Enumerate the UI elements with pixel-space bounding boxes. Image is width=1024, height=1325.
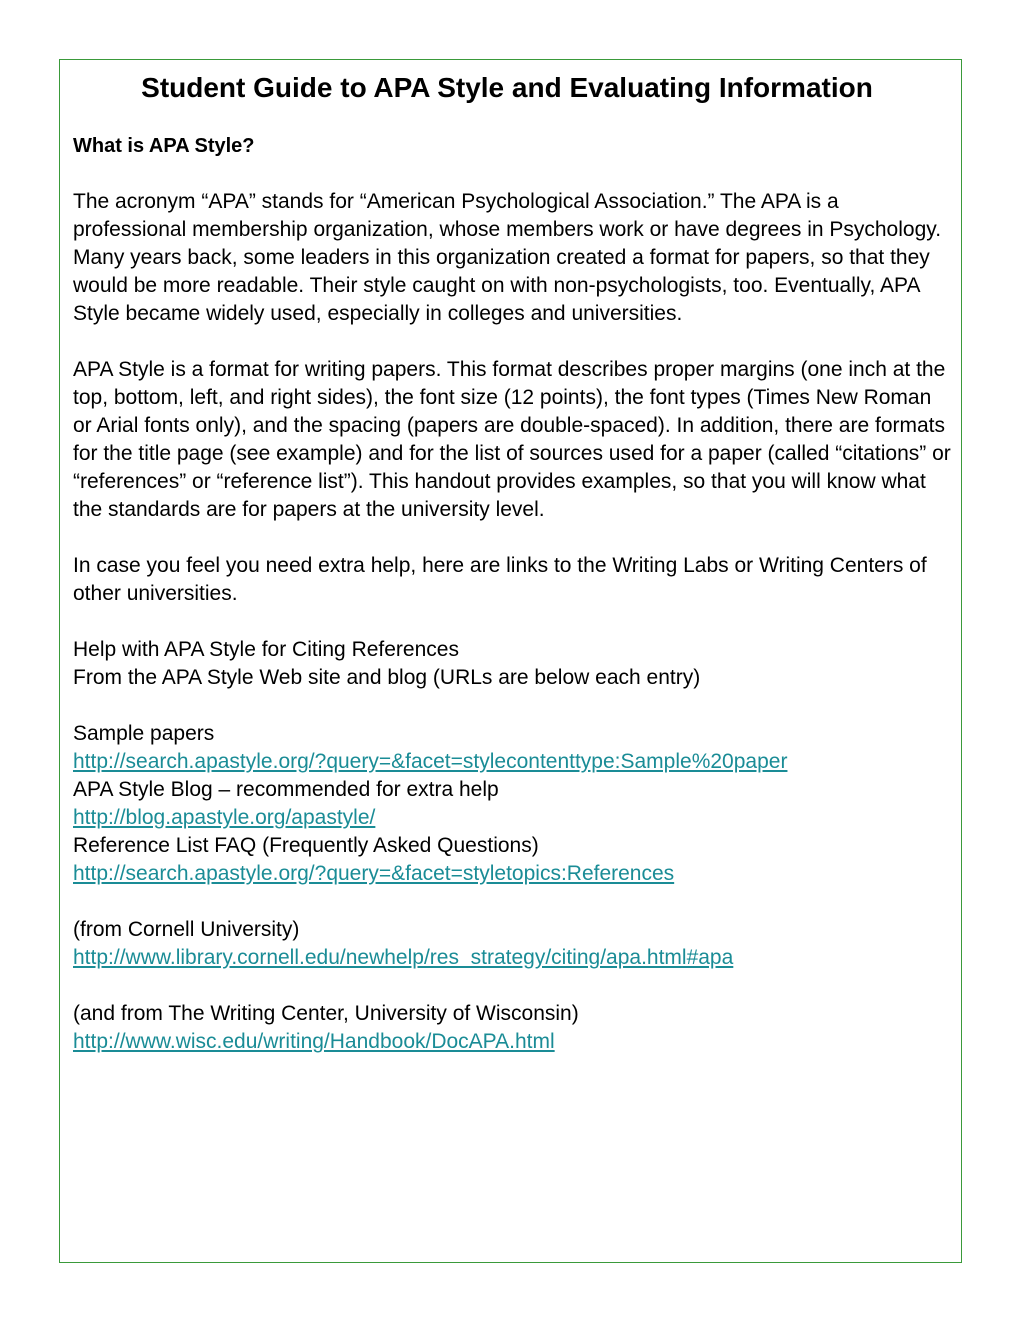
link-reference-faq[interactable]: http://search.apastyle.org/?query=&facet=styletopics:References: [73, 862, 675, 885]
link-apa-blog[interactable]: http://blog.apastyle.org/apastyle/: [73, 806, 376, 829]
link-cornell[interactable]: http://www.library.cornell.edu/newhelp/res_strategy/citing/apa.html#apa: [73, 946, 734, 969]
spacer: [73, 160, 953, 188]
spacer: [73, 888, 953, 916]
spacer: [73, 972, 953, 1000]
document-body: [73, 70, 953, 1056]
spacer: [73, 692, 953, 720]
paragraph-acronym: The acronym “APA” stands for “American Psychological Association.” The APA is a professional membership organization, whose members work or have degrees in Psychology. Many years back, some leaders in this organization created a format for papers, so that they would be more readable. Their style caught on with non-psychologists, too. Eventually, APA Style became widely used, especially in colleges and universities.: [73, 190, 942, 325]
resource-label-cornell: (from Cornell University): [73, 918, 300, 941]
resource-label-reference-faq: Reference List FAQ (Frequently Asked Questions): [73, 834, 539, 857]
spacer: [73, 524, 953, 552]
section-heading: What is APA Style?: [73, 135, 255, 157]
link-sample-papers[interactable]: http://search.apastyle.org/?query=&facet=stylecontenttype:Sample%20paper: [73, 750, 788, 773]
spacer: [73, 328, 953, 356]
paragraph-extra-help: In case you feel you need extra help, here are links to the Writing Labs or Writing Centers of other universities.: [73, 554, 927, 605]
help-subheading: From the APA Style Web site and blog (URLs are below each entry): [73, 666, 701, 689]
resource-label-apa-blog: APA Style Blog – recommended for extra help: [73, 778, 499, 801]
help-heading: Help with APA Style for Citing References: [73, 638, 459, 661]
spacer: [73, 608, 953, 636]
resource-label-wisconsin: (and from The Writing Center, University of Wisconsin): [73, 1002, 579, 1025]
resource-label-sample-papers: Sample papers: [73, 722, 215, 745]
link-wisconsin[interactable]: http://www.wisc.edu/writing/Handbook/DocAPA.html: [73, 1030, 555, 1053]
document-title: Student Guide to APA Style and Evaluating Information: [141, 72, 873, 103]
paragraph-format: APA Style is a format for writing papers. This format describes proper margins (one inch at the top, bottom, left, and right sides), the font size (12 points), the font types (Times New Roman or Arial fonts only), and the spacing (papers are double-spaced). In addition, there are formats for the title page (see example) and for the list of sources used for a paper (called “citations” or “references” or “reference list”). This handout provides examples, so that you will know what the standards are for papers at the university level.: [73, 358, 951, 521]
